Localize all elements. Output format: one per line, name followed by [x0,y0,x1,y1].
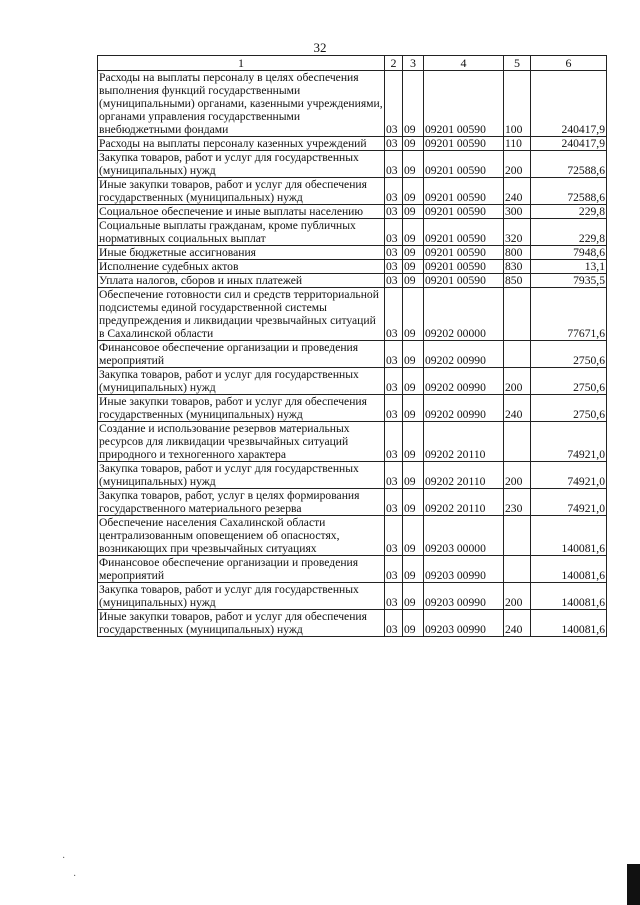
row-name: Обеспечение населения Сахалинской области централизованным оповещением об опасностях, возникающих при чрезвычайных ситуациях [98,516,385,556]
table-row [98,246,607,260]
amount: 229,8 [531,205,607,219]
amount: 74921,0 [531,489,607,516]
amount: 77671,6 [531,288,607,341]
table-row [98,516,607,556]
target-article-code: 09203 00000 [424,516,504,556]
expense-type-code: 230 [504,489,531,516]
section-code: 03 [385,260,403,274]
subsection-code: 09 [403,137,424,151]
amount: 140081,6 [531,610,607,637]
budget-table [97,55,607,637]
expense-type-code: 240 [504,178,531,205]
section-code: 03 [385,583,403,610]
target-article-code: 09201 00590 [424,137,504,151]
target-article-code: 09203 00990 [424,556,504,583]
table-row [98,205,607,219]
subsection-code: 09 [403,462,424,489]
expense-type-code [504,341,531,368]
row-name: Социальные выплаты гражданам, кроме публичных нормативных социальных выплат [98,219,385,246]
expense-type-code: 830 [504,260,531,274]
table-row [98,219,607,246]
row-name: Создание и использование резервов материальных ресурсов для ликвидации чрезвычайных ситуаций природного и техногенного характера [98,422,385,462]
expense-type-code: 200 [504,368,531,395]
page-number: 32 [313,40,327,55]
expense-type-code [504,516,531,556]
table-row [98,462,607,489]
row-name: Закупка товаров, работ и услуг для государственных (муниципальных) нужд [98,368,385,395]
subsection-code: 09 [403,288,424,341]
row-name: Расходы на выплаты персоналу в целях обеспечения выполнения функций государственными (муниципальными) органами, казенными учреждениями, органами управления государственными внебюджетными фондами [99,71,383,136]
row-name: Обеспечение готовности сил и средств территориальной подсистемы единой государственной системы предупреждения и ликвидации чрезвычайных ситуаций в Сахалинской области [98,288,385,341]
target-article-code: 09202 00990 [424,368,504,395]
subsection-code: 09 [403,368,424,395]
header-cell: 1 [98,56,385,71]
subsection-code: 09 [403,219,424,246]
section-code: 03 [385,137,403,151]
amount: 2750,6 [531,395,607,422]
row-name: Иные закупки товаров, работ и услуг для обеспечения государственных (муниципальных) нужд [98,610,385,637]
expense-type-code: 800 [504,246,531,260]
subsection-code: 09 [403,71,424,137]
subsection-code: 09 [403,516,424,556]
amount: 229,8 [531,219,607,246]
amount: 140081,6 [531,516,607,556]
subsection-code: 09 [403,395,424,422]
expense-type-code: 110 [504,137,531,151]
amount: 7935,5 [531,274,607,288]
table-row [98,556,607,583]
section-code: 03 [385,341,403,368]
amount: 74921,0 [531,462,607,489]
amount: 2750,6 [531,368,607,395]
expense-type-code [504,288,531,341]
table-row [98,178,607,205]
table-row [98,422,607,462]
scan-edge-mark [627,864,640,905]
row-name: Закупка товаров, работ и услуг для государственных (муниципальных) нужд [98,583,385,610]
row-name: Социальное обеспечение и иные выплаты населению [98,205,385,219]
amount: 240417,9 [531,71,607,137]
expense-type-code: 200 [504,462,531,489]
subsection-code: 09 [403,556,424,583]
expense-type-code: 320 [504,219,531,246]
section-code: 03 [385,178,403,205]
expense-type-code: 300 [504,205,531,219]
section-code: 03 [385,288,403,341]
amount: 2750,6 [531,341,607,368]
amount: 72588,6 [531,178,607,205]
header-cell: 2 [385,56,403,71]
row-name: Финансовое обеспечение организации и проведения мероприятий [98,341,385,368]
row-name: Закупка товаров, работ, услуг в целях формирования государственного материального резерва [98,489,385,516]
target-article-code: 09201 00590 [424,151,504,178]
target-article-code: 09203 00990 [424,610,504,637]
table-row [98,368,607,395]
section-code: 03 [385,489,403,516]
target-article-code: 09202 00000 [424,288,504,341]
subsection-code: 09 [403,422,424,462]
target-article-code: 09202 20110 [424,422,504,462]
section-code: 03 [385,71,403,137]
expense-type-code: 200 [504,151,531,178]
row-name: Расходы на выплаты персоналу казенных учреждений [98,137,385,151]
row-name: Исполнение судебных актов [98,260,385,274]
target-article-code: 09201 00590 [424,274,504,288]
section-code: 03 [385,368,403,395]
expense-type-code: 200 [504,583,531,610]
table-row [98,288,607,341]
row-name: Закупка товаров, работ и услуг для государственных (муниципальных) нужд [98,462,385,489]
row-name: Финансовое обеспечение организации и проведения мероприятий [98,556,385,583]
section-code: 03 [385,395,403,422]
subsection-code: 09 [403,610,424,637]
target-article-code: 09201 00590 [424,178,504,205]
section-code: 03 [385,422,403,462]
section-code: 03 [385,205,403,219]
table-row [98,71,607,137]
table-row [98,583,607,610]
target-article-code: 09203 00990 [424,583,504,610]
subsection-code: 09 [403,260,424,274]
amount: 240417,9 [531,137,607,151]
expense-type-code [504,422,531,462]
target-article-code: 09201 00590 [424,205,504,219]
header-cell: 4 [424,56,504,71]
header-cell: 5 [504,56,531,71]
target-article-code: 09201 00590 [424,260,504,274]
section-code: 03 [385,462,403,489]
expense-type-code: 240 [504,610,531,637]
table-row [98,341,607,368]
expense-type-code: 240 [504,395,531,422]
amount: 72588,6 [531,151,607,178]
section-code: 03 [385,610,403,637]
table-row [98,610,607,637]
scan-speck: · [73,871,77,882]
section-code: 03 [385,246,403,260]
target-article-code: 09201 00590 [424,219,504,246]
table-row [98,151,607,178]
subsection-code: 09 [403,205,424,219]
amount: 140081,6 [531,583,607,610]
section-code: 03 [385,274,403,288]
expense-type-code: 100 [504,71,531,137]
amount: 140081,6 [531,556,607,583]
table-row [98,274,607,288]
amount: 13,1 [531,260,607,274]
table-row [98,489,607,516]
subsection-code: 09 [403,274,424,288]
row-name: Уплата налогов, сборов и иных платежей [98,274,385,288]
target-article-code: 09202 20110 [424,489,504,516]
header-cell: 6 [531,56,607,71]
row-name: Иные закупки товаров, работ и услуг для обеспечения государственных (муниципальных) нужд [98,178,385,205]
row-name: Закупка товаров, работ и услуг для государственных (муниципальных) нужд [98,151,385,178]
target-article-code: 09201 00590 [424,246,504,260]
amount: 74921,0 [531,422,607,462]
table-row [98,260,607,274]
section-code: 03 [385,516,403,556]
target-article-code: 09201 00590 [424,71,504,137]
row-name: Иные бюджетные ассигнования [98,246,385,260]
target-article-code: 09202 00990 [424,395,504,422]
section-code: 03 [385,151,403,178]
amount: 7948,6 [531,246,607,260]
header-cell: 3 [403,56,424,71]
subsection-code: 09 [403,489,424,516]
subsection-code: 09 [403,151,424,178]
table-header-row [98,56,607,71]
subsection-code: 09 [403,178,424,205]
table-row [98,137,607,151]
subsection-code: 09 [403,341,424,368]
scan-speck: · [62,853,66,864]
target-article-code: 09202 00990 [424,341,504,368]
subsection-code: 09 [403,246,424,260]
section-code: 03 [385,556,403,583]
target-article-code: 09202 20110 [424,462,504,489]
section-code: 03 [385,219,403,246]
expense-type-code [504,556,531,583]
table-row [98,395,607,422]
expense-type-code: 850 [504,274,531,288]
row-name: Иные закупки товаров, работ и услуг для обеспечения государственных (муниципальных) нужд [98,395,385,422]
subsection-code: 09 [403,583,424,610]
